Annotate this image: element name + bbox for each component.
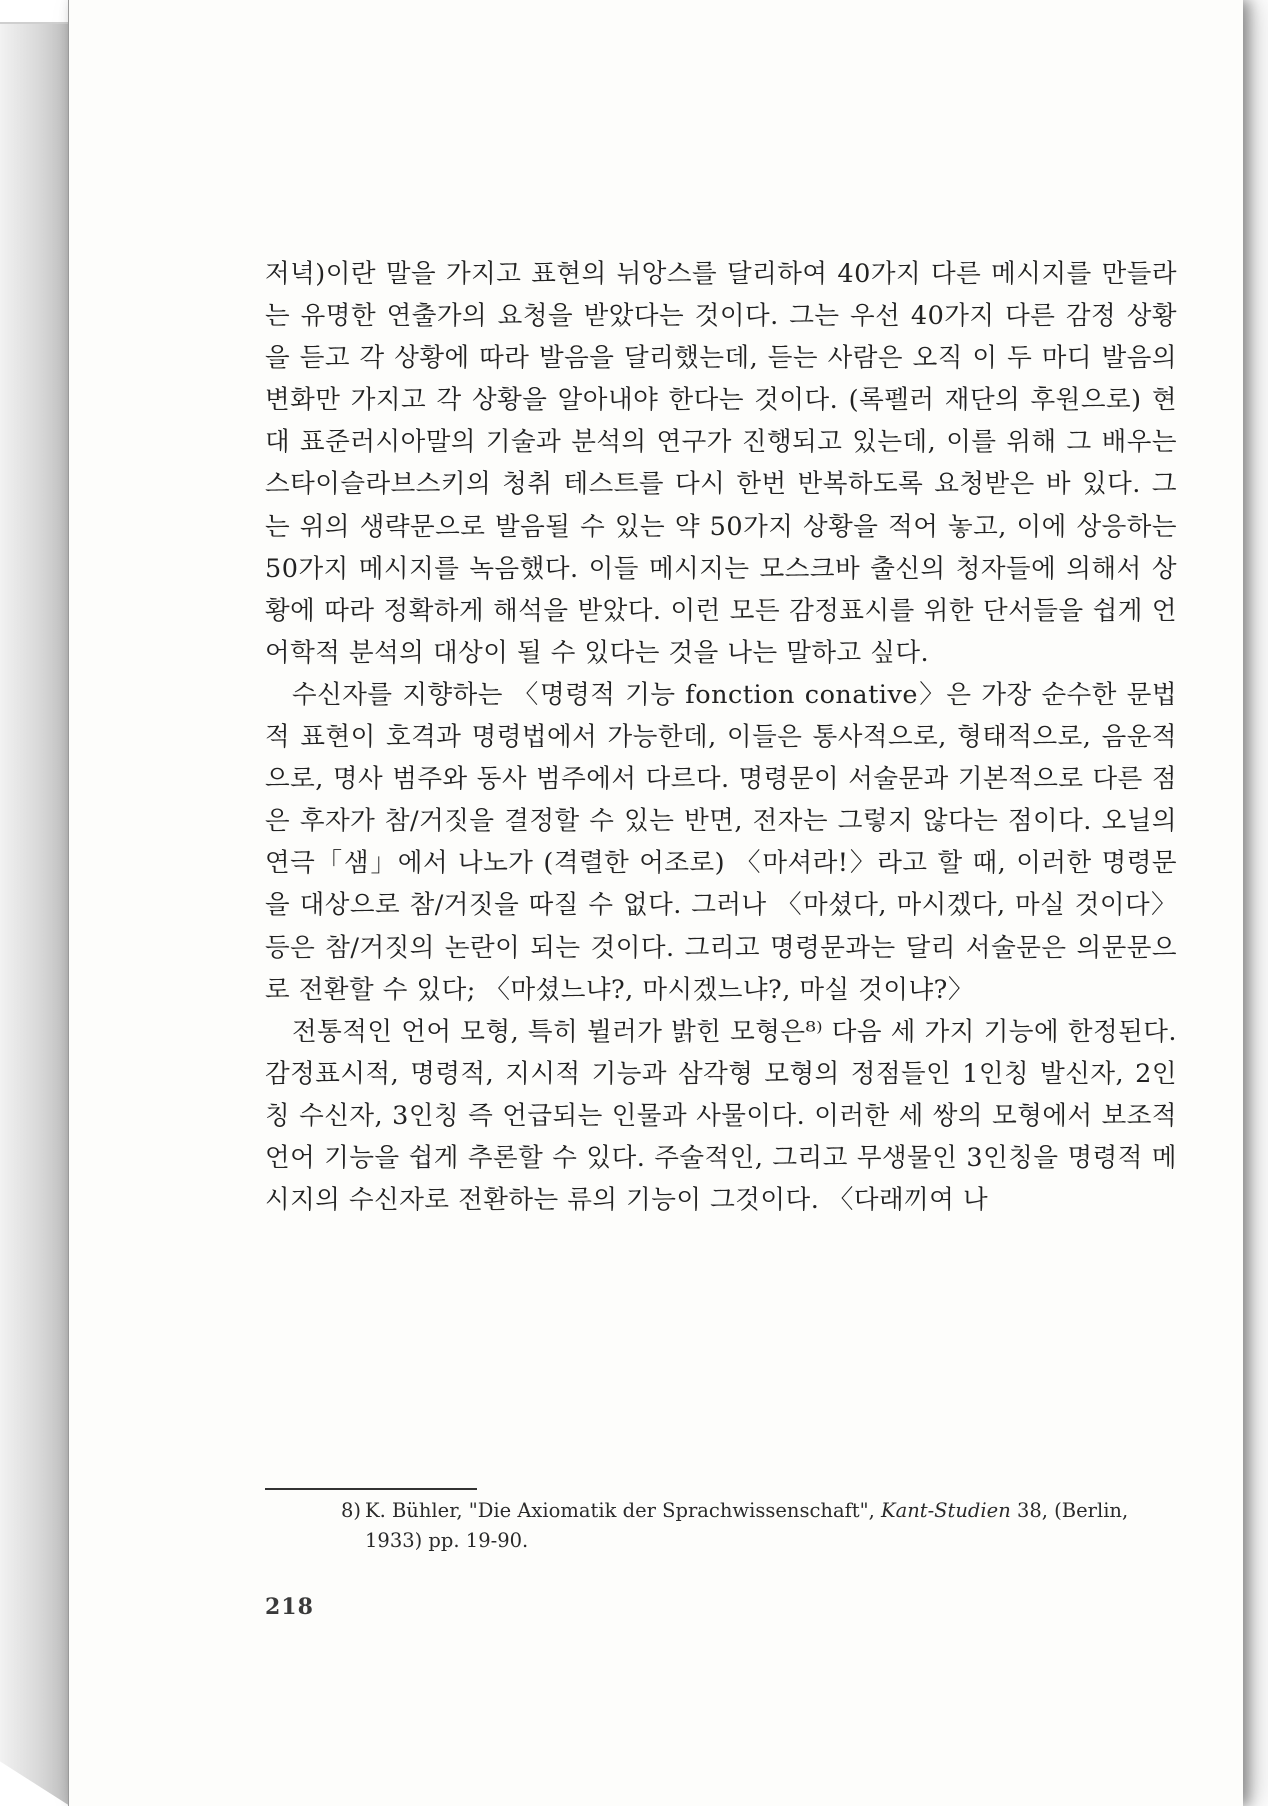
footnote-8	[341, 1496, 1177, 1556]
footnote-details: 38, (Berlin, 1933) pp. 19-90.	[365, 1499, 1129, 1552]
page-number: 218	[265, 1594, 314, 1620]
footnote-citation: K. Bühler, "Die Axiomatik der Sprachwissenschaft",	[365, 1499, 881, 1522]
footnote-number: 8)	[341, 1499, 362, 1522]
footnote-divider	[265, 1488, 477, 1490]
paragraph-1: 저녁)이란 말을 가지고 표현의 뉘앙스를 달리하여 40가지 다른 메시지를 만들라는 유명한 연출가의 요청을 받았다는 것이다. 그는 우선 40가지 다른 감정 상황을 듣고 각 상황에 따라 발음을 달리했는데, 듣는 사람은 오직 이 두 마디 발음의 변화만 가지고 각 상황을 알아내야 한다는 것이다. (록펠러 재단의 후원으로) 현대 표준러시아말의 기술과 분석의 연구가 진행되고 있는데, 이를 위해 그 배우는 스타이슬라브스키의 청취 테스트를 다시 한번 반복하도록 요청받은 바 있다. 그는 위의 생략문으로 발음될 수 있는 약 50가지 상황을 적어 놓고, 이에 상응하는 50가지 메시지를 녹음했다. 이들 메시지는 모스크바 출신의 청자들에 의해서 상황에 따라 정확하게 해석을 받았다. 이런 모든 감정표시를 위한 단서들을 쉽게 언어학적 분석의 대상이 될 수 있다는 것을 나는 말하고 싶다.	[265, 259, 1177, 668]
book-edge	[0, 22, 70, 1806]
book-page	[68, 0, 1243, 1806]
footnote-journal: Kant-Studien	[881, 1499, 1011, 1522]
paragraph-2: 수신자를 지향하는 〈명령적 기능 fonction conative〉은 가장 순수한 문법적 표현이 호격과 명령법에서 가능한데, 이들은 통사적으로, 형태적으로, 음운적으로, 명사 범주와 동사 범주에서 다르다. 명령문이 서술문과 기본적으로 다른 점은 후자가 참/거짓을 결정할 수 있는 반면, 전자는 그렇지 않다는 점이다. 오닐의 연극「샘」에서 나노가 (격렬한 어조로) 〈마셔라!〉라고 할 때, 이러한 명령문을 대상으로 참/거짓을 따질 수 없다. 그러나 〈마셨다, 마시겠다, 마실 것이다〉 등은 참/거짓의 논란이 되는 것이다. 그리고 명령문과는 달리 서술문은 의문문으로 전환할 수 있다; 〈마셨느냐?, 마시겠느냐?, 마실 것이냐?〉	[265, 679, 1177, 1005]
body-text	[265, 253, 1177, 1221]
paragraph-3: 전통적인 언어 모형, 특히 뷜러가 밝힌 모형은⁸⁾ 다음 세 가지 기능에 한정된다. 감정표시적, 명령적, 지시적 기능과 삼각형 모형의 정점들인 1인칭 발신자, 2인칭 수신자, 3인칭 즉 언급되는 인물과 사물이다. 이러한 세 쌍의 모형에서 보조적 언어 기능을 쉽게 추론할 수 있다. 주술적인, 그리고 무생물인 3인칭을 명령적 메시지의 수신자로 전환하는 류의 기능이 그것이다. 〈다래끼여 나	[265, 1016, 1177, 1216]
